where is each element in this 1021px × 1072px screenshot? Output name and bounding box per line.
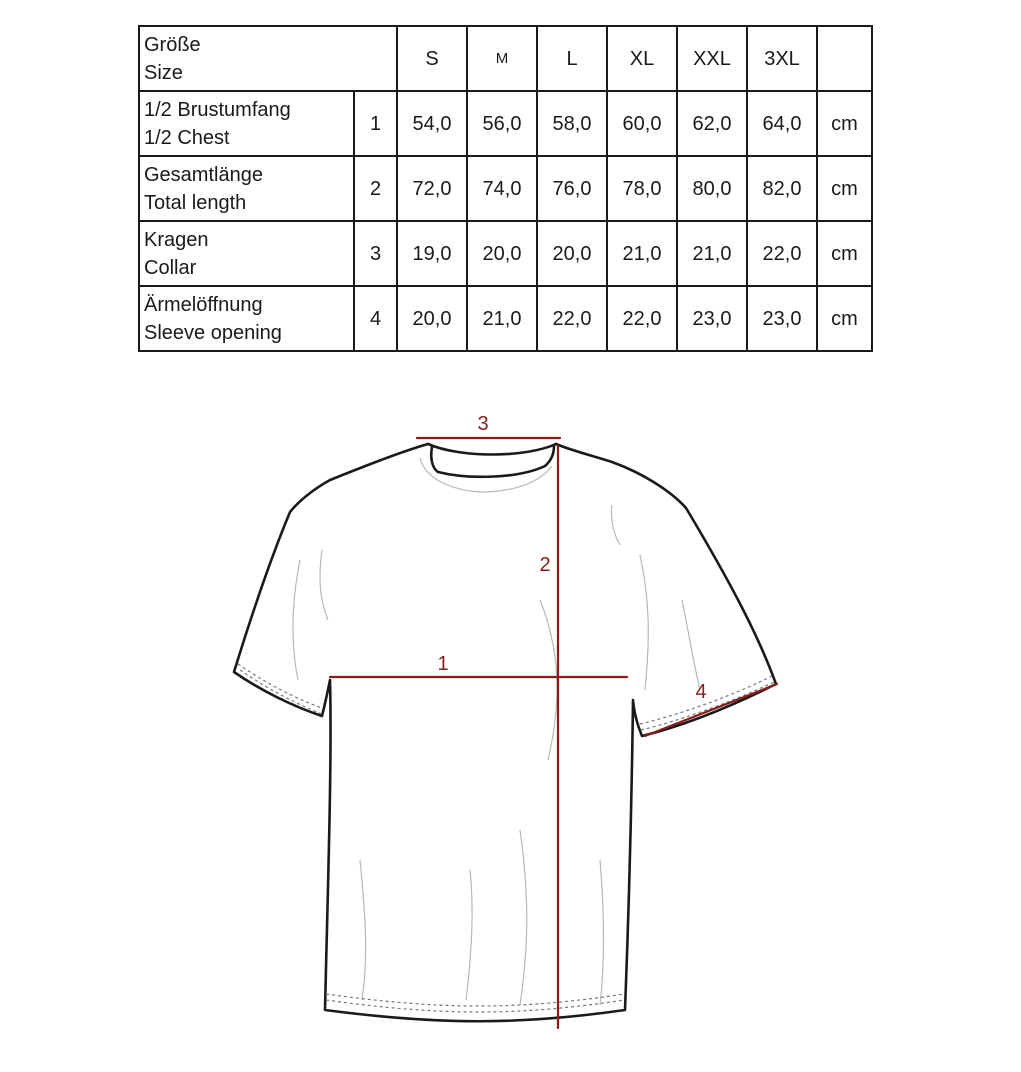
- cell-value: 80,0: [677, 156, 747, 221]
- cell-value: 74,0: [467, 156, 537, 221]
- cell-value: 58,0: [537, 91, 607, 156]
- cell-value: 78,0: [607, 156, 677, 221]
- row-ref: 4: [354, 286, 397, 351]
- cell-value: 21,0: [467, 286, 537, 351]
- row-label-en: Sleeve opening: [144, 321, 282, 344]
- size-label-en: Size: [144, 61, 183, 84]
- size-m: M: [467, 26, 537, 91]
- cell-value: 19,0: [397, 221, 467, 286]
- row-label-de: Kragen: [144, 228, 209, 251]
- row-unit: cm: [817, 221, 872, 286]
- sleeve-measure-line: [645, 684, 777, 736]
- cell-value: 20,0: [467, 221, 537, 286]
- row-label-en: Total length: [144, 191, 247, 214]
- cell-value: 72,0: [397, 156, 467, 221]
- sleeve-marker: 4: [695, 681, 707, 703]
- row-label-de: Ärmelöffnung: [144, 293, 263, 316]
- row-unit: cm: [817, 156, 872, 221]
- cell-value: 22,0: [747, 221, 817, 286]
- cell-value: 20,0: [397, 286, 467, 351]
- cell-value: 54,0: [397, 91, 467, 156]
- cell-value: 21,0: [607, 221, 677, 286]
- cell-value: 64,0: [747, 91, 817, 156]
- size-label-de: Größe: [144, 33, 201, 56]
- cell-value: 21,0: [677, 221, 747, 286]
- cell-value: 20,0: [537, 221, 607, 286]
- length-marker: 2: [539, 554, 551, 576]
- size-l: L: [537, 26, 607, 91]
- collar-marker: 3: [477, 413, 489, 435]
- cell-value: 22,0: [607, 286, 677, 351]
- size-xxl: XXL: [677, 26, 747, 91]
- row-unit: cm: [817, 91, 872, 156]
- cell-value: 23,0: [747, 286, 817, 351]
- chest-marker: 1: [437, 653, 449, 675]
- row-ref: 1: [354, 91, 397, 156]
- cell-value: 82,0: [747, 156, 817, 221]
- cell-value: 76,0: [537, 156, 607, 221]
- cell-value: 62,0: [677, 91, 747, 156]
- row-label-en: Collar: [144, 256, 197, 279]
- cell-value: 56,0: [467, 91, 537, 156]
- tshirt-outline: [234, 444, 776, 1021]
- row-ref: 2: [354, 156, 397, 221]
- cell-value: 23,0: [677, 286, 747, 351]
- cell-value: 60,0: [607, 91, 677, 156]
- row-ref: 3: [354, 221, 397, 286]
- size-xl: XL: [607, 26, 677, 91]
- row-label-de: Gesamtlänge: [144, 163, 263, 186]
- row-label-de: 1/2 Brustumfang: [144, 98, 291, 121]
- row-unit: cm: [817, 286, 872, 351]
- size-3xl: 3XL: [747, 26, 817, 91]
- row-label-en: 1/2 Chest: [144, 126, 230, 149]
- size-s: S: [397, 26, 467, 91]
- cell-value: 22,0: [537, 286, 607, 351]
